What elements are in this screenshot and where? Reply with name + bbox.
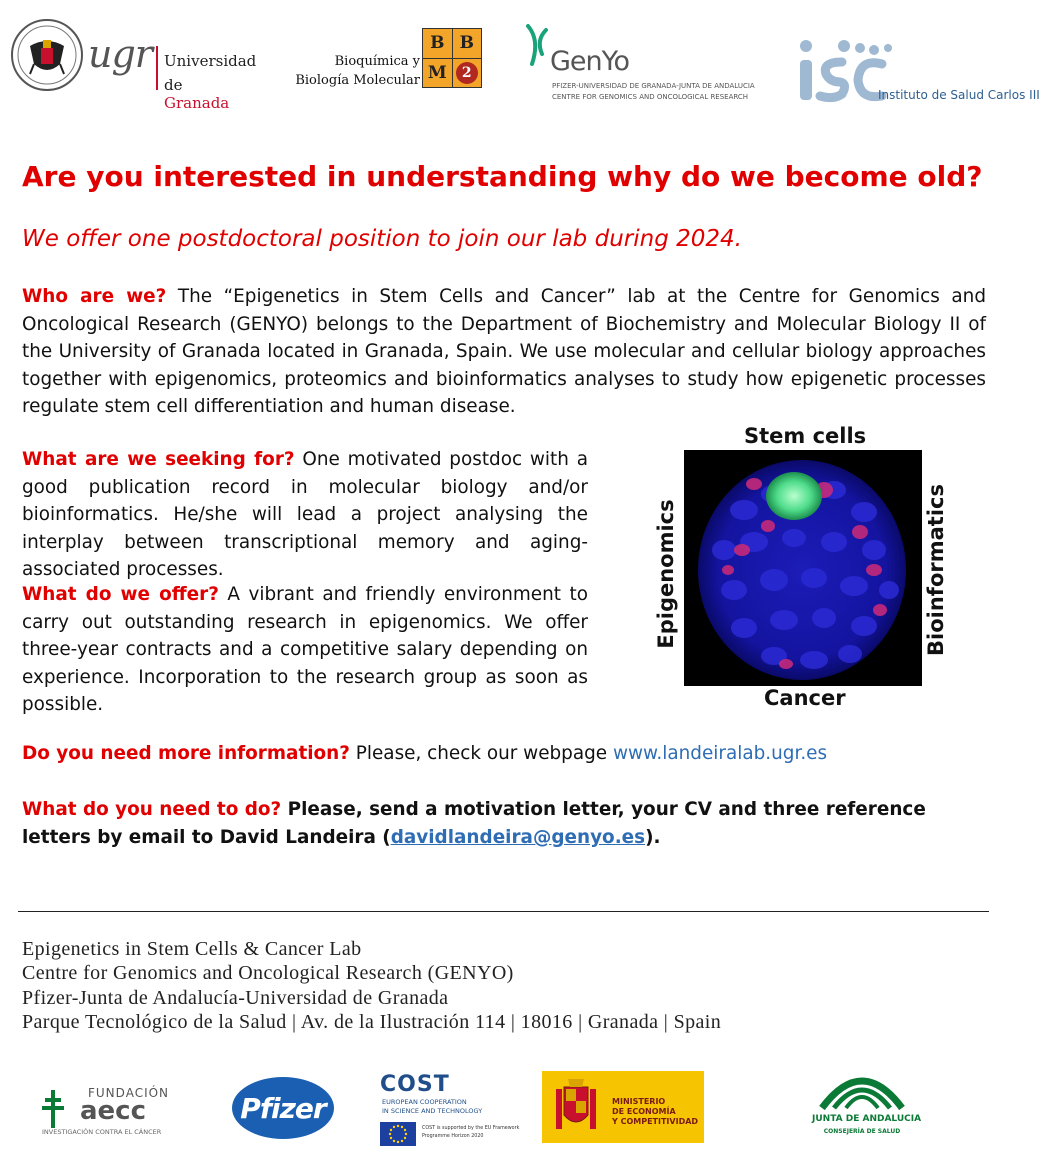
todo-heading: What do you need to do? [22,799,282,820]
aecc-fundacion: FUNDACIÓN [88,1086,170,1100]
aecc-logo [42,1084,172,1140]
junta-line-2: CONSEJERÍA DE SALUD [823,1128,901,1135]
ministerio-line-1: MINISTERIO [612,1097,666,1106]
email-link[interactable]: davidlandeira@genyo.es [390,827,646,848]
junta-line-1: JUNTA DE ANDALUCIA [812,1114,922,1124]
junta-andalucia-logo [812,1060,922,1144]
who-are-we-text: The “Epigenetics in Stem Cells and Cancer” lab at the Centre for Genomics and Oncological Research (GENYO) belongs to the Department of Biochemistry and Molecular Biology II of the University of Granada located in Granada, Spain. We use molecular and cellular biology approaches together with epigenomics, proteomics and bioinformatics analyses to study how epigenetic processes regulate stem cell differentiation and human disease. [22,286,986,417]
offer-heading: What do we offer? [22,584,219,605]
cost-subtitle-2: IN SCIENCE AND TECHNOLOGY [382,1107,483,1115]
junta-arch-icon [816,1060,908,1112]
figure-label-bottom: Cancer [764,686,846,710]
figure-label-left: Epigenomics [654,499,678,649]
ugr-name-de: de [164,76,183,94]
seeking-heading: What are we seeking for? [22,449,295,470]
todo-end: ). [645,827,661,848]
genyo-wordmark: GenYo [550,46,630,77]
info-heading: Do you need more information? [22,743,350,764]
address-line-2: Centre for Genomics and Oncological Research (GENYO) [22,962,514,984]
address-line-3: Pfizer-Junta de Andalucía-Universidad de Granada [22,987,449,1009]
who-are-we-paragraph [22,283,986,421]
offer-text: A vibrant and friendly environment to carry out outstanding research in epigenomics. We offer three-year contracts and a competitive salary depending on experience. Incorporation to the research group as soon as possible. [22,584,588,715]
cost-subtitle-1: EUROPEAN COOPERATION [382,1098,467,1106]
todo-text: Please, send a motivation letter, your CV and three reference letters by email to David Landeira ( [22,799,926,848]
bbm-line1: Bioquímica y [334,54,420,69]
offer-paragraph [22,581,588,719]
cost-eu-note-2: Programme Horizon 2020 [422,1134,484,1139]
cell-microscopy-image [684,450,922,686]
bbm-cell: B [453,29,482,58]
cost-logo [380,1072,520,1148]
aecc-wordmark: aecc [80,1096,147,1126]
page-subtitle: We offer one postdoctoral position to join our lab during 2024. [22,226,742,252]
pfizer-wordmark: Pfizer [240,1091,326,1125]
ugr-name-line1: Universidad [164,52,257,70]
webpage-link[interactable]: www.landeiralab.ugr.es [612,743,828,764]
bbm-cell-circle-wrap [453,59,482,88]
bbm-logo [292,28,482,94]
bbm-cell: 2 [456,62,478,84]
cost-eu-note-1: COST is supported by the EU Framework [422,1126,520,1131]
address-line-4: Parque Tecnológico de la Salud | Av. de la Ilustración 114 | 18016 | Granada | Spain [22,1011,722,1033]
ugr-name-line2 [164,76,245,112]
bbm-cell: M [423,59,452,88]
ministerio-line-2: DE ECONOMÍA [612,1107,676,1116]
isc-name: Instituto de Salud Carlos III [878,88,1040,102]
spain-coat-of-arms-icon [552,1079,600,1135]
ugr-divider [156,46,158,90]
figure-label-top: Stem cells [744,424,867,448]
ugr-logo [10,18,257,112]
genyo-dna-icon [522,24,552,68]
address-line-1: Epigenetics in Stem Cells & Cancer Lab [22,938,362,960]
genyo-subtitle-1: PFIZER-UNIVERSIDAD DE GRANADA-JUNTA DE ANDALUCIA [552,82,755,90]
isc-logo [786,32,1040,106]
seeking-text: One motivated postdoc with a good publication record in molecular biology and/or bioinformatics. He/she will lead a project analysing the interplay between transcriptional memory and aging-associated processes. [22,449,588,580]
todo-paragraph [22,796,986,852]
who-are-we-heading: Who are we? [22,286,167,307]
footer-divider [18,911,989,912]
genyo-logo [522,24,755,108]
info-paragraph [22,743,827,764]
genyo-subtitle-2: CENTRE FOR GENOMICS AND ONCOLOGICAL RESEARCH [552,93,749,101]
eu-flag-icon [380,1122,416,1146]
ministerio-logo [542,1071,704,1143]
ugr-name-city: Granada [164,94,230,112]
info-text: Please, check our webpage [349,743,613,764]
page-title: Are you interested in understanding why do we become old? [22,160,983,193]
seeking-paragraph [22,446,588,584]
bbm-line2: Biología Molecular [295,73,420,88]
aecc-subtitle: INVESTIGACIÓN CONTRA EL CÁNCER [42,1128,162,1136]
figure-label-right: Bioinformatics [924,484,948,656]
bbm-grid [422,28,482,88]
ministerio-line-3: Y COMPETITIVIDAD [612,1117,699,1126]
ugr-wordmark: ugr [88,32,152,76]
bbm-cell: B [423,29,452,58]
pfizer-logo [232,1077,334,1139]
double-cross-icon [42,1090,64,1128]
cost-wordmark: COST [380,1072,450,1097]
ugr-seal-icon [10,18,84,92]
